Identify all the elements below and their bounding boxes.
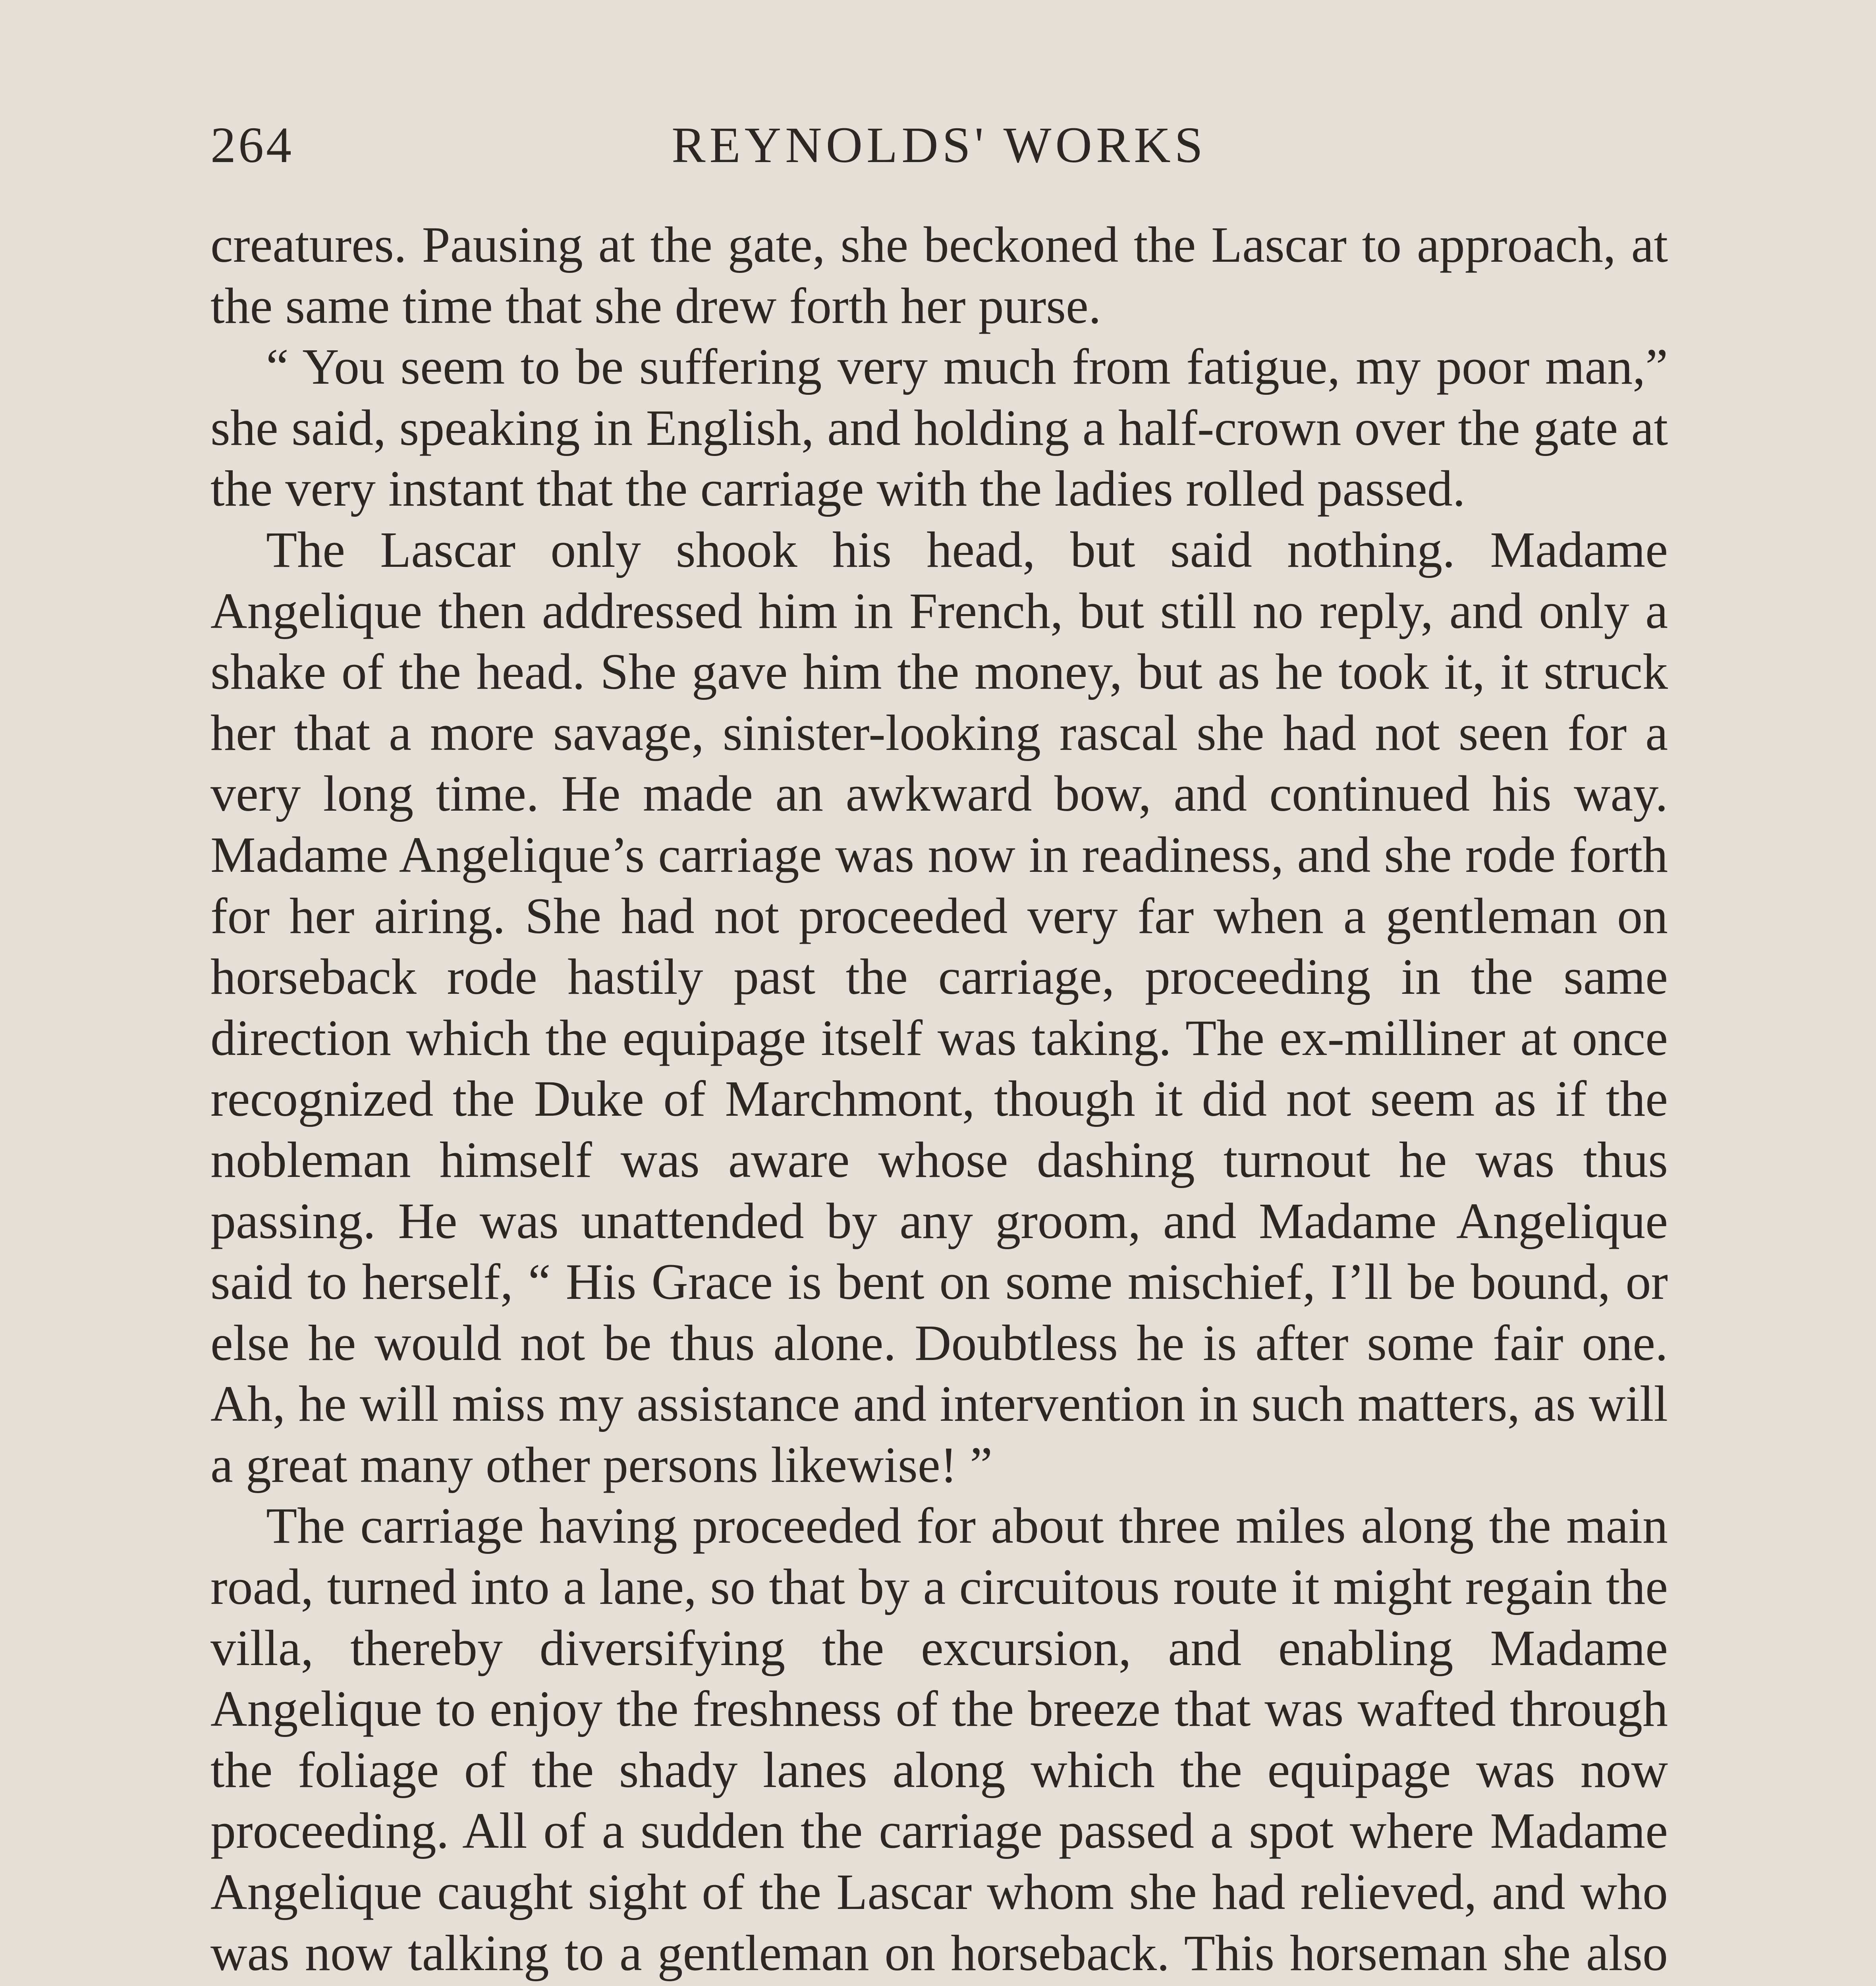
paragraph: The carriage having proceeded for about three miles along the main road, turned into a lane, so that by a circuitous route it might regain the villa, thereby diversifying the excursion, and enabling Madame Angelique to enjoy the freshness of the breeze that was wafted through the foliage of the shady lanes along which the equipage was now proceeding. All of a sudden the carriage passed a spot where Madame Angelique caught sight of the Lascar whom she had relieved, and who was now talking to a gentleman on horseback. This horseman she also xyxy=(210,1497,1668,1981)
paragraph: “ You seem to be suffering very much from fatigue, my poor man,” she said, speaking in English, and holding a half-crown over the gate at the very instant that the carriage with the ladies rolled passed. xyxy=(210,338,1668,517)
running-head xyxy=(210,105,1668,185)
paragraph: creatures. Pausing at the gate, she beckoned the Lascar to approach, at the same time that she drew forth her purse. xyxy=(210,216,1668,334)
page-number: 264 xyxy=(210,117,294,173)
paragraph: The Lascar only shook his head, but said nothing. Madame Angelique then addressed him in French, but still no reply, and only a shake of the head. She gave him the money, but as he took it, it struck her that a more savage, sinister-looking rascal she had not seen for a very long time. He made an awkward bow, and continued his way. Madame Angelique’s carriage was now in readiness, and she rode forth for her airing. She had not proceeded very far when a gentleman on horseback rode hastily past the carriage, proceeding in the same direction which the equipage itself was taking. The ex-milliner at once recognized the Duke of Marchmont, though it did not seem as if the nobleman himself was aware whose dashing turnout he was thus passing. He was unattended by any groom, and Madame Angelique said to herself, “ His Grace is bent on some mischief, I’ll be bound, or else he would not be thus alone. Doubtless he is after some fair one. Ah, he will miss my assistance and intervention in such matters, as will a great many other persons likewise! ” xyxy=(210,521,1668,1493)
body-text xyxy=(210,214,1668,1986)
running-title: REYNOLDS' WORKS xyxy=(672,117,1207,173)
